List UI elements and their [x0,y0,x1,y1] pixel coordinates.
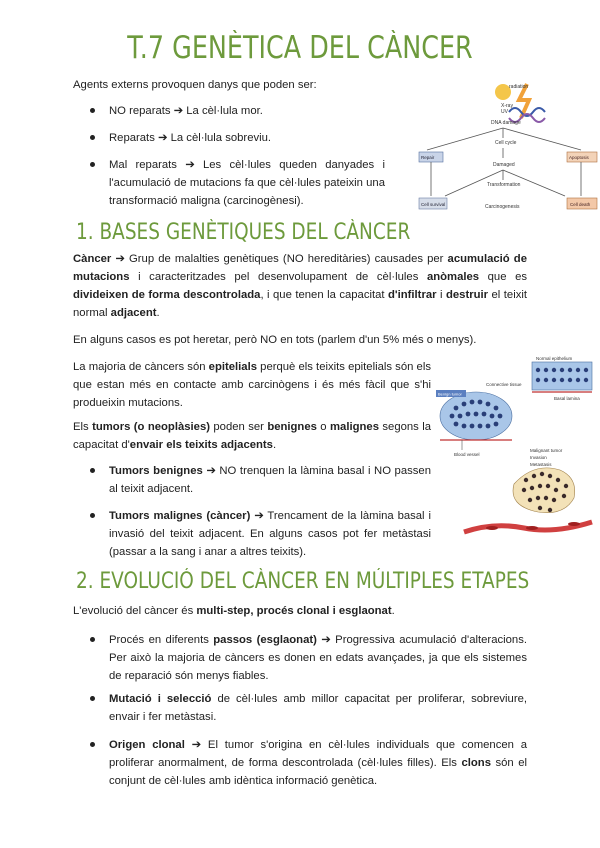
fig-label: Metastasis [530,462,552,467]
dna-damage-figure [415,80,600,214]
fig-label: DNA damage [491,120,521,126]
fig-label: X-ray [501,103,513,109]
fig-label: radiation [509,84,529,90]
bullet [90,162,100,168]
bullet [90,742,100,748]
intro-text: Agents externs provoquen danys que poden ser: [73,79,317,91]
paragraph: Càncer ➔ Grup de malalties genètiques (NO hereditàries) causades per acumulació de mutacions i caracteritzades pel desenvolupament de cèl·lules anòmales que es divideixen de forma descontrolada, i que tenen la capacitat d'infiltrar i destruir el teixit normal adjacent. [73,253,528,319]
fig-label: Benign tumor [438,391,462,397]
fig-label: Blood vessel [454,452,480,457]
paragraph: Els tumors (o neoplàsies) poden ser benignes o malignes segons la capacitat d'envair els teixits adjacents. [73,421,432,451]
list-item: Origen clonal ➔ El tumor s'origina en cèl·lules individuals que comencen a proliferar anormalment, de forma descontrolada (cèl·lules filles). Els clons són el conjunt de cèl·lules amb idèntica informació genètica. [109,739,527,787]
list-item: Reparats ➔ La cèl·lula sobreviu. [109,132,272,144]
bullet [90,637,100,643]
section-heading: 2. EVOLUCIÓ DEL CÀNCER EN MÚLTIPLES ETAPES [76,569,530,594]
list-item: Mutació i selecció de cèl·lules amb millor capacitat per proliferar, sobreviure, envair i fer metàstasi. [109,693,528,723]
fig-label: Connective tissue [486,382,522,387]
paragraph: En alguns casos es pot heretar, però NO en tots (parlem d'un 5% més o menys). [73,334,477,346]
fig-label: Apoptosis [569,155,589,160]
fig-label: Invasion [530,455,547,460]
fig-label: Malignant tumor [530,448,563,453]
fig-label: Basal lamina [554,396,580,401]
fig-label: Cell cycle [495,140,517,146]
fig-label: Cell survival [421,202,446,207]
bullet [90,513,100,519]
bullet [90,468,100,474]
list-item: NO reparats ➔ La cèl·lula mor. [109,105,263,117]
fig-label: Carcinogenesis [485,204,520,210]
list-item: Tumors benignes ➔ NO trenquen la làmina basal i NO passen al teixit adjacent. [109,465,431,495]
list-item: Mal reparats ➔ Les cèl·lules queden danyades i l'acumulació de mutacions fa que cèl·lules pateixin una transformació maligna (carcinogènesi). [109,159,385,207]
section-heading: 1. BASES GENÈTIQUES DEL CÀNCER [76,220,411,245]
bullet [90,108,100,114]
fig-label: Damaged [493,162,515,168]
paragraph: L'evolució del càncer és multi-step, procés clonal i esglaonat. [73,605,395,617]
list-item: Procés en diferents passos (esglaonat) ➔ Progressiva acumulació d'alteracions. Per això la majoria de càncers es donen en edats avançades, ja que els sistemes de reparació són menys fiables. [109,634,527,682]
fig-label: Repair [421,155,435,160]
fig-label: UV [501,109,508,115]
list-item: Tumors malignes (càncer) ➔ Trencament de la làmina basal i invasió del teixit adjacent. En alguns casos pot fer metàstasi (passar a la sang i anar a altres teixits). [109,510,431,558]
bullet [90,696,100,702]
page-title: T.7 GENÈTICA DEL CÀNCER [127,30,473,66]
paragraph: La majoria de càncers són epitelials perquè els teixits epitelials són els que estan més en contacte amb carcinògens i és més fàcil que s'hi produeixin mutacions. [73,361,431,409]
fig-label: Cell death [570,202,591,207]
tumor-figure [434,356,596,548]
bullet [90,135,100,141]
fig-label: Transformation [487,182,521,188]
fig-label: Normal epithelium [536,356,573,361]
